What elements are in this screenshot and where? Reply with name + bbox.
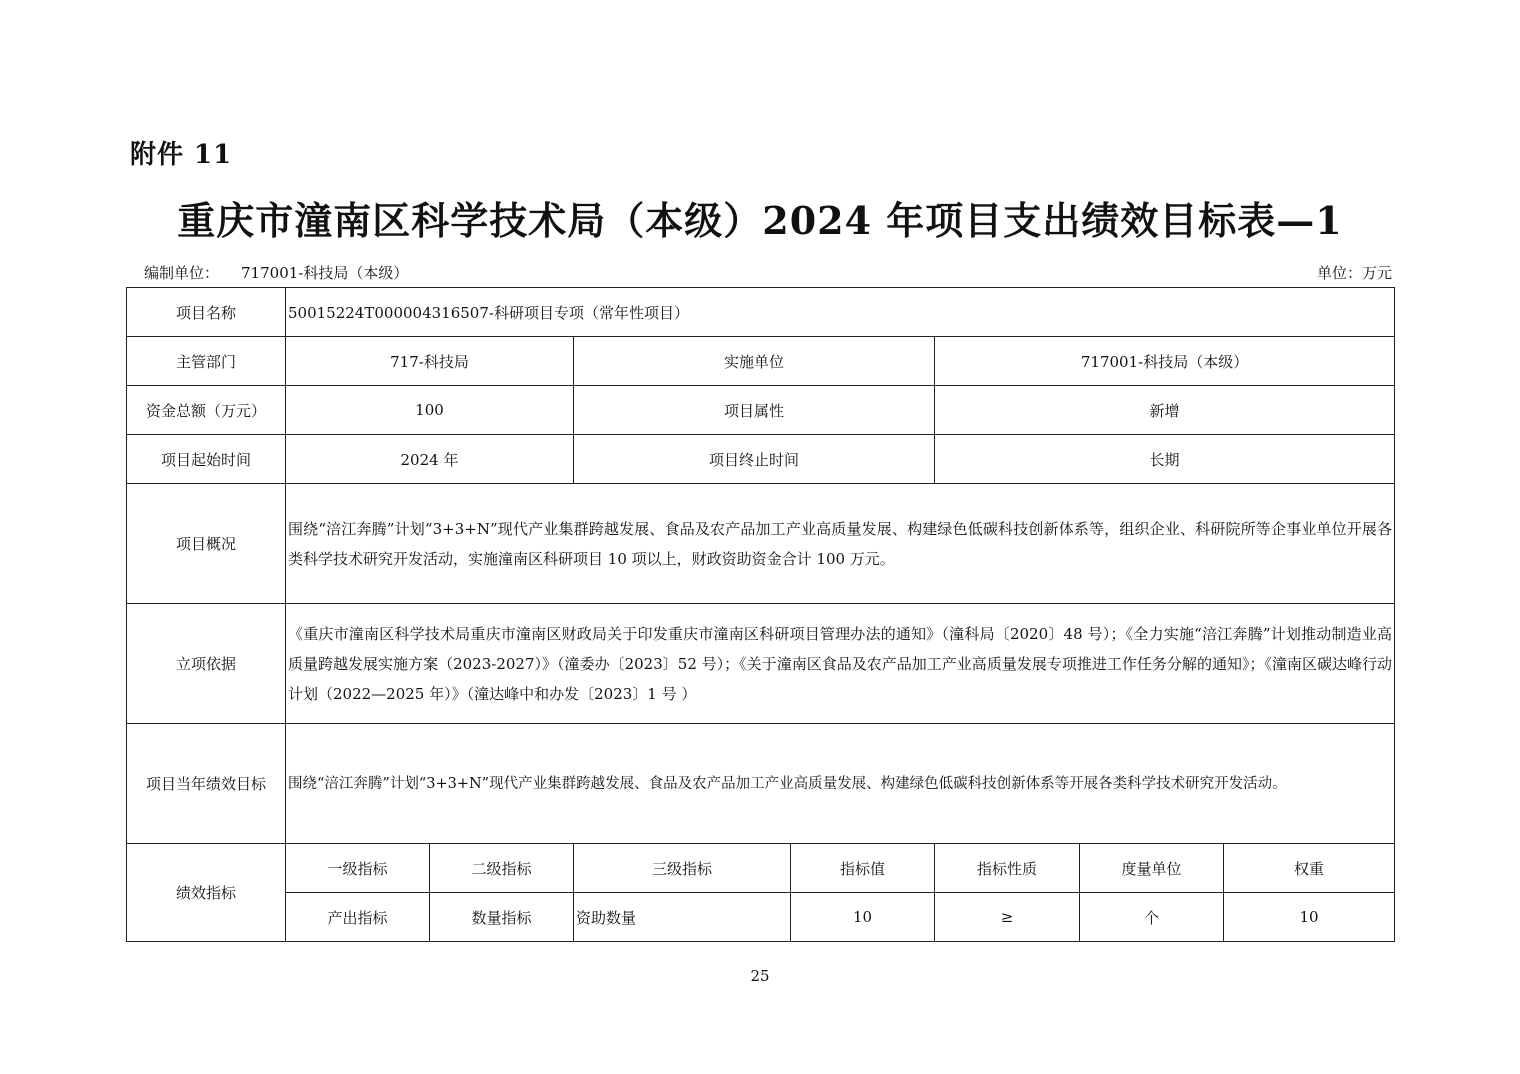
overview-label: 项目概况 (127, 484, 286, 604)
basis-label: 立项依据 (127, 604, 286, 724)
fund-label: 资金总额（万元） (127, 386, 286, 435)
project-name-value: 50015224T000004316507-科研项目专项（常年性项目） (286, 288, 1395, 337)
end-label: 项目终止时间 (574, 435, 935, 484)
compiling-unit-value: 717001-科技局（本级） (241, 264, 409, 282)
row-indicator-data (127, 893, 1395, 942)
header-level2: 二级指标 (430, 844, 574, 893)
page-number: 25 (750, 967, 770, 985)
indicator-weight: 10 (1224, 893, 1395, 942)
row-annual-goal (127, 724, 1395, 844)
dept-value: 717-科技局 (286, 337, 574, 386)
row-indicator-header (127, 844, 1395, 893)
goal-label: 项目当年绩效目标 (127, 724, 286, 844)
compiling-unit (144, 262, 408, 283)
row-overview (127, 484, 1395, 604)
header-nature: 指标性质 (935, 844, 1080, 893)
indicator-unit: 个 (1080, 893, 1224, 942)
impl-label: 实施单位 (574, 337, 935, 386)
header-weight: 权重 (1224, 844, 1395, 893)
row-basis (127, 604, 1395, 724)
row-fund (127, 386, 1395, 435)
indicator-level2: 数量指标 (430, 893, 574, 942)
document-title: 重庆市潼南区科学技术局（本级）2024 年项目支出绩效目标表—1 (177, 198, 1343, 243)
header-value: 指标值 (791, 844, 935, 893)
indicator-nature: ≥ (935, 893, 1080, 942)
attr-label: 项目属性 (574, 386, 935, 435)
indicator-level3: 资助数量 (574, 893, 791, 942)
project-name-label: 项目名称 (127, 288, 286, 337)
row-project-name (127, 288, 1395, 337)
indicator-value: 10 (791, 893, 935, 942)
header-level1: 一级指标 (286, 844, 430, 893)
overview-value: 围绕“涪江奔腾”计划“3+3+N”现代产业集群跨越发展、食品及农产品加工产业高质量发展、构建绿色低碳科技创新体系等，组织企业、科研院所等企事业单位开展各类科学技术研究开发活动，实施潼南区科研项目 10 项以上，财政资助资金合计 100 万元。 (286, 484, 1395, 604)
attr-value: 新增 (935, 386, 1395, 435)
start-value: 2024 年 (286, 435, 574, 484)
currency-unit: 单位：万元 (1316, 264, 1392, 282)
end-value: 长期 (935, 435, 1395, 484)
row-department (127, 337, 1395, 386)
performance-label: 绩效指标 (127, 844, 286, 942)
goal-value: 围绕“涪江奔腾”计划“3+3+N”现代产业集群跨越发展、食品及农产品加工产业高质量发展、构建绿色低碳科技创新体系等开展各类科学技术研究开发活动。 (286, 724, 1395, 844)
fund-value: 100 (286, 386, 574, 435)
impl-value: 717001-科技局（本级） (935, 337, 1395, 386)
compiling-unit-label: 编制单位： (144, 264, 220, 282)
row-period (127, 435, 1395, 484)
header-level3: 三级指标 (574, 844, 791, 893)
dept-label: 主管部门 (127, 337, 286, 386)
attachment-label: 附件 11 (130, 140, 233, 170)
basis-value: 《重庆市潼南区科学技术局重庆市潼南区财政局关于印发重庆市潼南区科研项目管理办法的通知》（潼科局〔2020〕48 号）；《全力实施“涪江奔腾”计划推动制造业高质量跨越发展实施方案（2023-2027）》（潼委办〔2023〕52 号）；《关于潼南区食品及农产品加工产业高质量发展专项推进工作任务分解的通知》；《潼南区碳达峰行动计划（2022—2025 年）》（潼达峰中和办发〔2023〕1 号 ） (286, 604, 1395, 724)
header-unit: 度量单位 (1080, 844, 1224, 893)
start-label: 项目起始时间 (127, 435, 286, 484)
indicator-level1: 产出指标 (286, 893, 430, 942)
performance-target-table (126, 287, 1395, 942)
